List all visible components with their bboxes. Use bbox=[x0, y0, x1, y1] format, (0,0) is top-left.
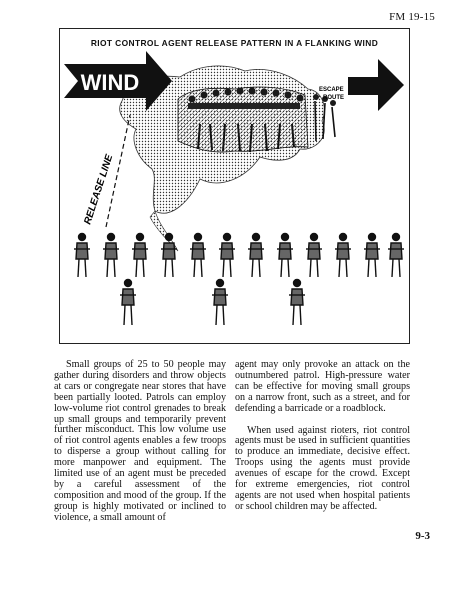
figure-title: RIOT CONTROL AGENT RELEASE PATTERN IN A FLANKING WIND bbox=[90, 38, 379, 48]
wind-label: WIND bbox=[80, 70, 140, 95]
figure-riot-control-pattern bbox=[59, 28, 410, 344]
flanking-wind-illustration bbox=[60, 29, 411, 345]
escape-route-label-line1: ESCAPE bbox=[319, 87, 344, 93]
page-number: 9-3 bbox=[415, 530, 430, 542]
text-column-left bbox=[54, 360, 226, 524]
paragraph: Small groups of 25 to 50 people may gather during disorders and throw objects at cars or congregate near stores that have been partially looted. Patrols can employ low-volume riot control grenades to break up small groups and temporarily prevent further misconduct. This low volume use of riot control agents enables a few troops to disperse a group without calling for more manpower and equipment. The limited use of an agent must be preceded by a careful assessment of the composition and mood of the group. If the group is highly motivated or inclined to violence, a small amount of bbox=[54, 359, 226, 523]
paragraph: agent may only provoke an attack on the outnumbered patrol. High-pressure water can be effective for moving small groups on a narrow front, such as a street, and for defending a barricade or a roadblock. bbox=[235, 359, 410, 414]
support-troops bbox=[120, 280, 305, 326]
escape-route-label-line2: ROUTE bbox=[323, 95, 344, 101]
manual-reference: FM 19-15 bbox=[389, 11, 435, 23]
paragraph: When used against rioters, riot control agents must be used in sufficient quantities to produce an immediate, decisive effect. Troops using the agents must provide avenues of escape for the crowd. Except for extreme emergencies, riot control agents are not used when hospital patients or school children may be affected. bbox=[235, 424, 410, 512]
release-line-label: RELEASE LINE bbox=[82, 153, 116, 226]
troop-line bbox=[74, 234, 404, 278]
text-column-right bbox=[235, 360, 410, 513]
